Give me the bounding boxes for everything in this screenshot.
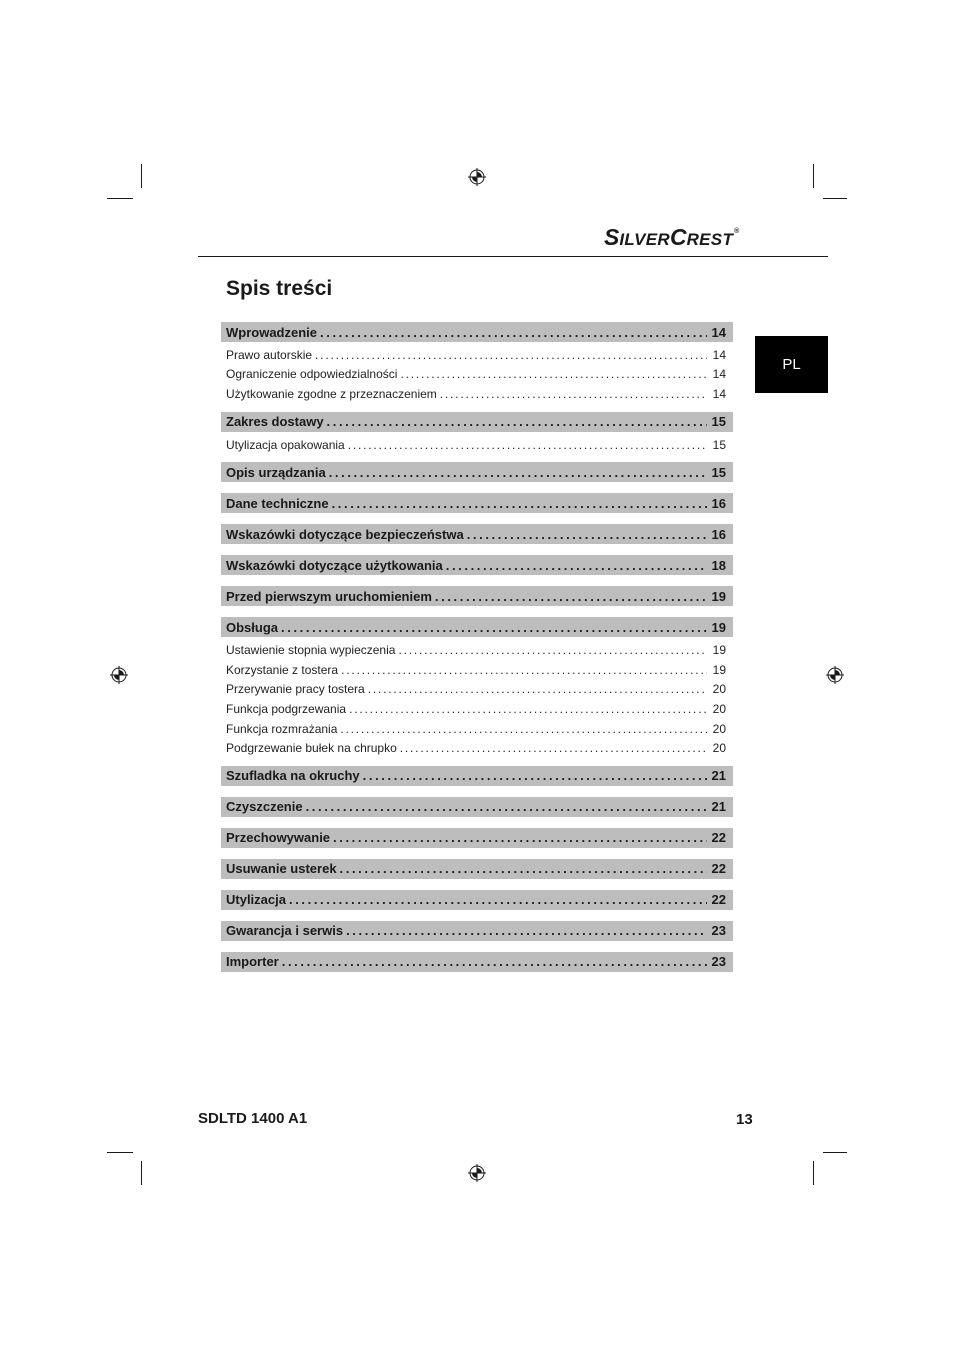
toc-leader-dots [281,620,707,635]
toc-heading-page: 22 [711,830,726,846]
toc-section-heading[interactable] [221,952,733,972]
toc-leader-dots [440,387,707,401]
toc-leader-dots [400,367,707,381]
toc-section-heading[interactable] [221,921,733,941]
toc-heading-title: Przechowywanie [226,830,331,846]
toc-leader-dots [289,892,707,907]
toc-leader-dots [329,465,707,480]
toc-leader-dots [341,663,707,677]
registration-mark-icon [468,1164,486,1182]
toc-heading-title: Dane techniczne [226,495,329,511]
language-tab [755,336,828,393]
toc-subentry-title: Prawo autorskie [226,347,313,362]
toc-leader-dots [333,830,707,845]
toc-section [221,797,733,817]
toc-leader-dots [282,954,707,969]
toc-subentry-title: Utylizacja opakowania [226,437,345,452]
toc-heading-page: 23 [711,954,726,970]
toc-leader-dots [340,722,707,736]
toc-leader-dots [340,861,707,876]
toc-heading-title: Wskazówki dotyczące użytkowania [226,557,443,573]
toc-subentry-page: 20 [712,741,726,756]
toc-section [221,828,733,848]
toc-section [221,412,733,455]
toc-section [221,524,733,544]
toc-heading-title: Zakres dostawy [226,414,324,430]
crop-mark [823,1152,847,1153]
toc-leader-dots [320,325,707,340]
toc-subentry-title: Użytkowanie zgodne z przeznaczeniem [226,386,437,401]
toc-heading-title: Importer [226,954,279,970]
toc-section [221,555,733,575]
toc-subentry[interactable] [221,719,733,739]
toc-section-heading[interactable] [221,797,733,817]
toc-heading-title: Gwarancja i serwis [226,923,344,939]
toc-section-heading[interactable] [221,555,733,575]
toc-heading-page: 21 [711,799,726,815]
toc-heading-title: Czyszczenie [226,799,303,815]
toc-section [221,586,733,606]
toc-subentry-page: 19 [712,643,726,658]
toc-subentry-page: 20 [712,701,726,716]
crop-mark [141,1161,142,1185]
toc-heading-page: 16 [711,526,726,542]
toc-section-heading[interactable] [221,462,733,482]
toc-subentry-title: Korzystanie z tostera [226,662,339,677]
toc-section-heading[interactable] [221,828,733,848]
toc-heading-title: Przed pierwszym uruchomieniem [226,588,432,604]
toc-heading-page: 19 [711,619,726,635]
toc-section [221,890,733,910]
page-number: 13 [736,1111,753,1128]
toc-leader-dots [368,682,707,696]
registration-mark-icon [468,168,486,186]
crop-mark [813,1161,814,1185]
crop-mark [141,164,142,188]
toc-leader-dots [400,741,707,755]
crop-mark [107,1152,133,1153]
crop-mark [813,164,814,188]
toc-heading-page: 15 [711,414,726,430]
toc-section-heading[interactable] [221,890,733,910]
toc-leader-dots [306,799,707,814]
toc-heading-title: Szufladka na okruchy [226,768,360,784]
toc-section-heading[interactable] [221,766,733,786]
toc-subentry-title: Podgrzewanie bułek na chrupko [226,741,397,756]
toc-leader-dots [349,702,707,716]
toc-subentry[interactable] [221,660,733,680]
toc-section [221,493,733,513]
toc-section [221,617,733,758]
toc-section-heading[interactable] [221,524,733,544]
brand-logo: SILVERCREST® [604,224,740,250]
page-title: Spis treści [226,277,333,300]
toc-section [221,952,733,972]
toc-subentry[interactable] [221,384,733,404]
toc-section [221,766,733,786]
toc-subentry-page: 14 [712,347,726,362]
toc-section [221,322,733,404]
toc-subentry-title: Przerywanie pracy tostera [226,682,365,697]
model-number: SDLTD 1400 A1 [198,1110,308,1127]
toc-heading-title: Opis urządzania [226,464,326,480]
toc-subentry-title: Ograniczenie odpowiedzialności [226,367,398,382]
toc-section-heading[interactable] [221,322,733,342]
header-rule [198,256,828,257]
crop-mark [107,198,133,199]
toc-heading-page: 22 [711,892,726,908]
toc-leader-dots [363,768,707,783]
toc-heading-page: 19 [711,588,726,604]
toc-subentry-page: 20 [712,721,726,736]
toc-subentry[interactable] [221,738,733,758]
toc-heading-title: Obsługa [226,619,279,635]
table-of-contents [221,322,733,983]
toc-leader-dots [348,438,707,452]
crop-mark [823,198,847,199]
toc-leader-dots [435,589,707,604]
language-tab-label: PL [782,356,801,373]
toc-heading-page: 14 [711,324,726,340]
toc-section [221,921,733,941]
toc-heading-page: 18 [711,557,726,573]
toc-section-heading[interactable] [221,493,733,513]
toc-heading-title: Wskazówki dotyczące bezpieczeństwa [226,526,464,542]
toc-leader-dots [327,414,707,429]
toc-subentry-page: 19 [712,662,726,677]
toc-section-heading[interactable] [221,617,733,637]
toc-subentry[interactable] [221,345,733,365]
toc-subentry-title: Funkcja rozmrażania [226,721,338,736]
toc-subentry-page: 15 [712,437,726,452]
toc-section-heading[interactable] [221,586,733,606]
toc-subentry-page: 14 [712,367,726,382]
toc-section [221,462,733,482]
toc-heading-page: 23 [711,923,726,939]
toc-subentry-page: 20 [712,682,726,697]
toc-heading-title: Usuwanie usterek [226,861,337,877]
toc-leader-dots [446,558,707,573]
toc-heading-page: 21 [711,768,726,784]
toc-leader-dots [467,527,707,542]
toc-subentry[interactable] [221,680,733,700]
registration-mark-icon [110,666,128,684]
toc-leader-dots [315,348,707,362]
toc-heading-page: 16 [711,495,726,511]
toc-subentry[interactable] [221,699,733,719]
toc-section-heading[interactable] [221,859,733,879]
toc-subentry[interactable] [221,365,733,385]
toc-leader-dots [346,923,707,938]
toc-section [221,859,733,879]
toc-subentry-page: 14 [712,386,726,401]
toc-subentry[interactable] [221,640,733,660]
toc-heading-title: Wprowadzenie [226,324,318,340]
toc-section-heading[interactable] [221,412,733,432]
toc-heading-page: 15 [711,464,726,480]
toc-heading-title: Utylizacja [226,892,286,908]
toc-subentry-title: Funkcja podgrzewania [226,701,347,716]
toc-heading-page: 22 [711,861,726,877]
toc-subentry[interactable] [221,435,733,455]
toc-subentry-title: Ustawienie stopnia wypieczenia [226,643,396,658]
toc-leader-dots [398,643,707,657]
toc-leader-dots [332,496,707,511]
registration-mark-icon [826,666,844,684]
